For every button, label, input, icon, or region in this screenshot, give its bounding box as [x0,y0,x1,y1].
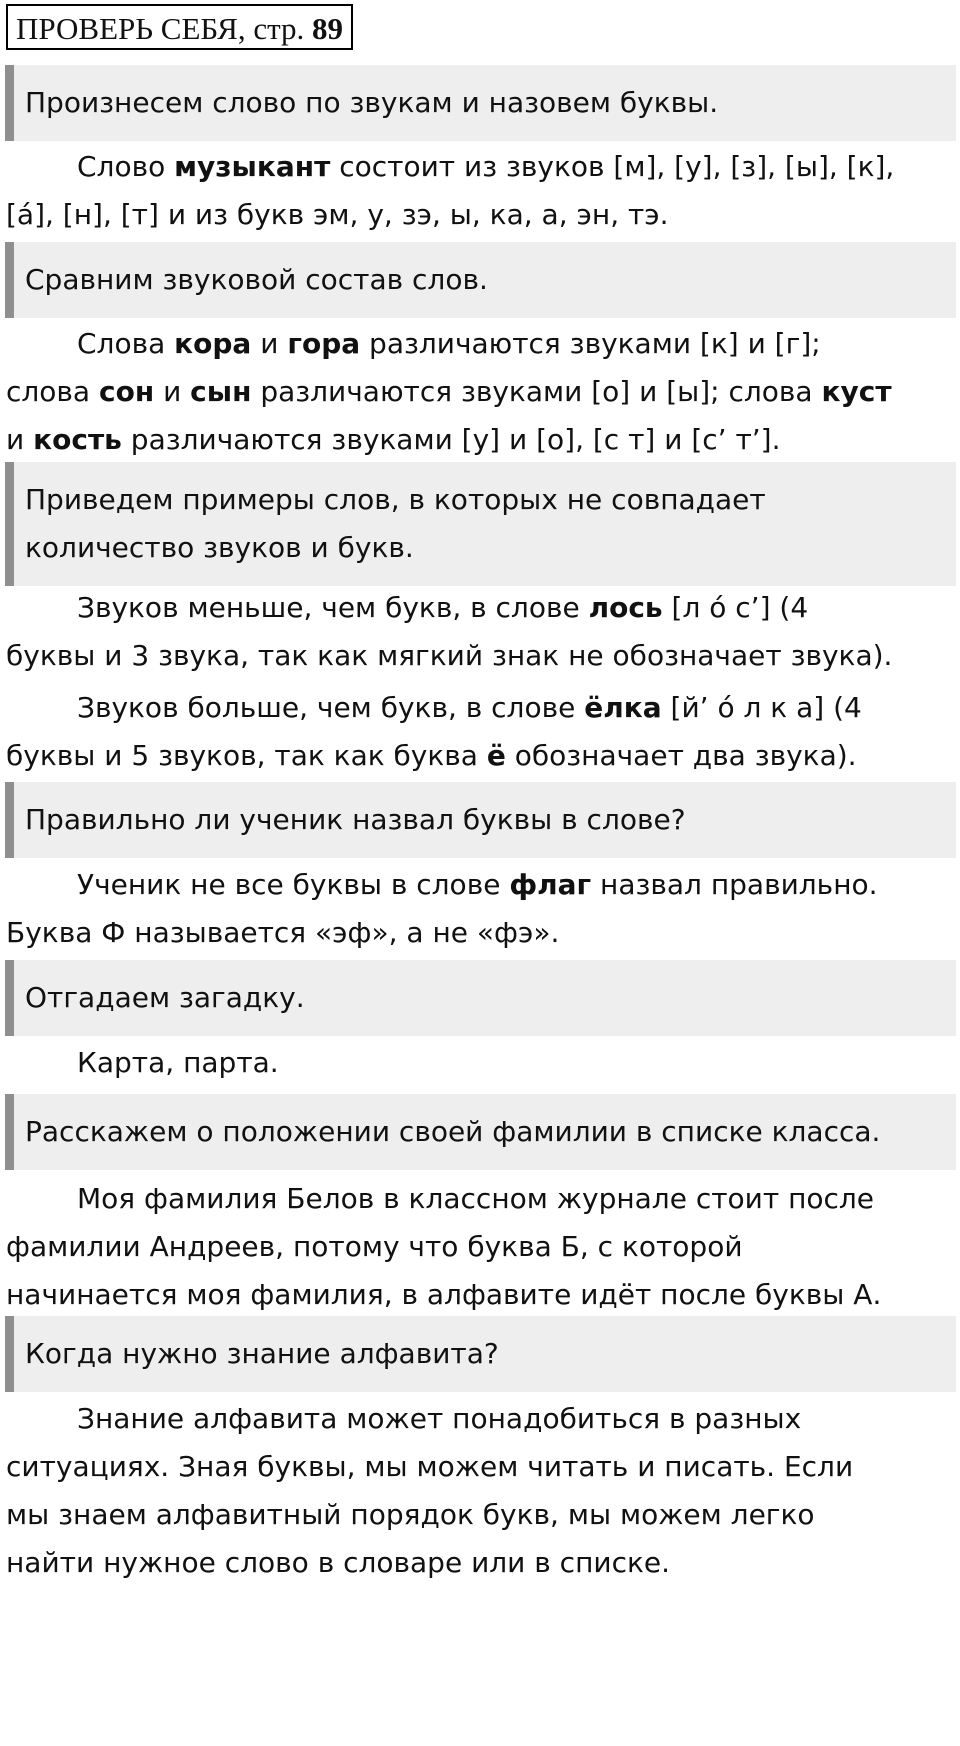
key-word: кора [174,327,252,360]
question-block [5,65,956,141]
question-block [5,242,956,318]
header-page-number: 89 [312,11,344,46]
question-text: Произнесем слово по звукам и назовем буквы. [25,86,719,119]
answer-paragraph: Карта, парта. [77,1046,279,1079]
key-word: музыкант [174,150,331,183]
question-text: Правильно ли ученик назвал буквы в слове? [25,803,686,836]
key-word: кость [33,423,122,456]
answer-paragraph: Моя фамилия Белов в классном журнале стоит после фамилии Андреев, потому что буква Б, с которой начинается моя фамилия, в алфавите идёт после буквы А. [6,1182,882,1311]
key-word: гора [287,327,361,360]
key-word: сон [98,375,155,408]
question-text: Отгадаем загадку. [25,981,305,1014]
question-text: Когда нужно знание алфавита? [25,1337,499,1370]
question-text: Сравним звуковой состав слов. [25,263,488,296]
answer-paragraph: Звуков меньше, чем букв, в слове лось [л о́ с’] (4 буквы и 3 звука, так как мягкий знак не обозначает звука). [6,591,893,672]
answer-paragraph: Ученик не все буквы в слове флаг назвал правильно. Буква Ф называется «эф», а не «фэ». [6,868,878,949]
answer-paragraph: Звуков больше, чем букв, в слове ёлка [й’ о́ л к а] (4 буквы и 5 звуков, так как буква ё обозначает два звука). [6,691,862,772]
question-block [5,1316,956,1392]
question-text: Приведем примеры слов, в которых не совпадает количество звуков и букв. [25,483,766,564]
answer-paragraph: Знание алфавита может понадобиться в разных ситуациях. Зная буквы, мы можем читать и писать. Если мы знаем алфавитный порядок букв, мы можем легко найти нужное слово в словаре или в списке. [6,1402,854,1579]
question-block [5,782,956,858]
key-word: лось [588,591,663,624]
answer-paragraph: Слово музыкант состоит из звуков [м], [у], [з], [ы], [к], [а́], [н], [т] и из букв эм, у, зэ, ы, ка, а, эн, тэ. [6,150,895,231]
question-block [5,462,956,586]
answer-paragraph: Слова кора и гора различаются звуками [к] и [г]; слова сон и сын различаются звуками [о] и [ы]; слова куст и кость различаются звуками [у] и [о], [с т] и [с’ т’]. [6,327,892,456]
key-word: ё [486,739,506,772]
header-title: ПРОВЕРЬ СЕБЯ, стр. [16,11,305,46]
question-block [5,1094,956,1170]
question-text: Расскажем о положении своей фамилии в списке класса. [25,1115,881,1148]
key-word: флаг [509,868,592,901]
key-word: ёлка [584,691,662,724]
question-block [5,960,956,1036]
page-header [6,4,353,50]
key-word: куст [821,375,892,408]
key-word: сын [190,375,252,408]
